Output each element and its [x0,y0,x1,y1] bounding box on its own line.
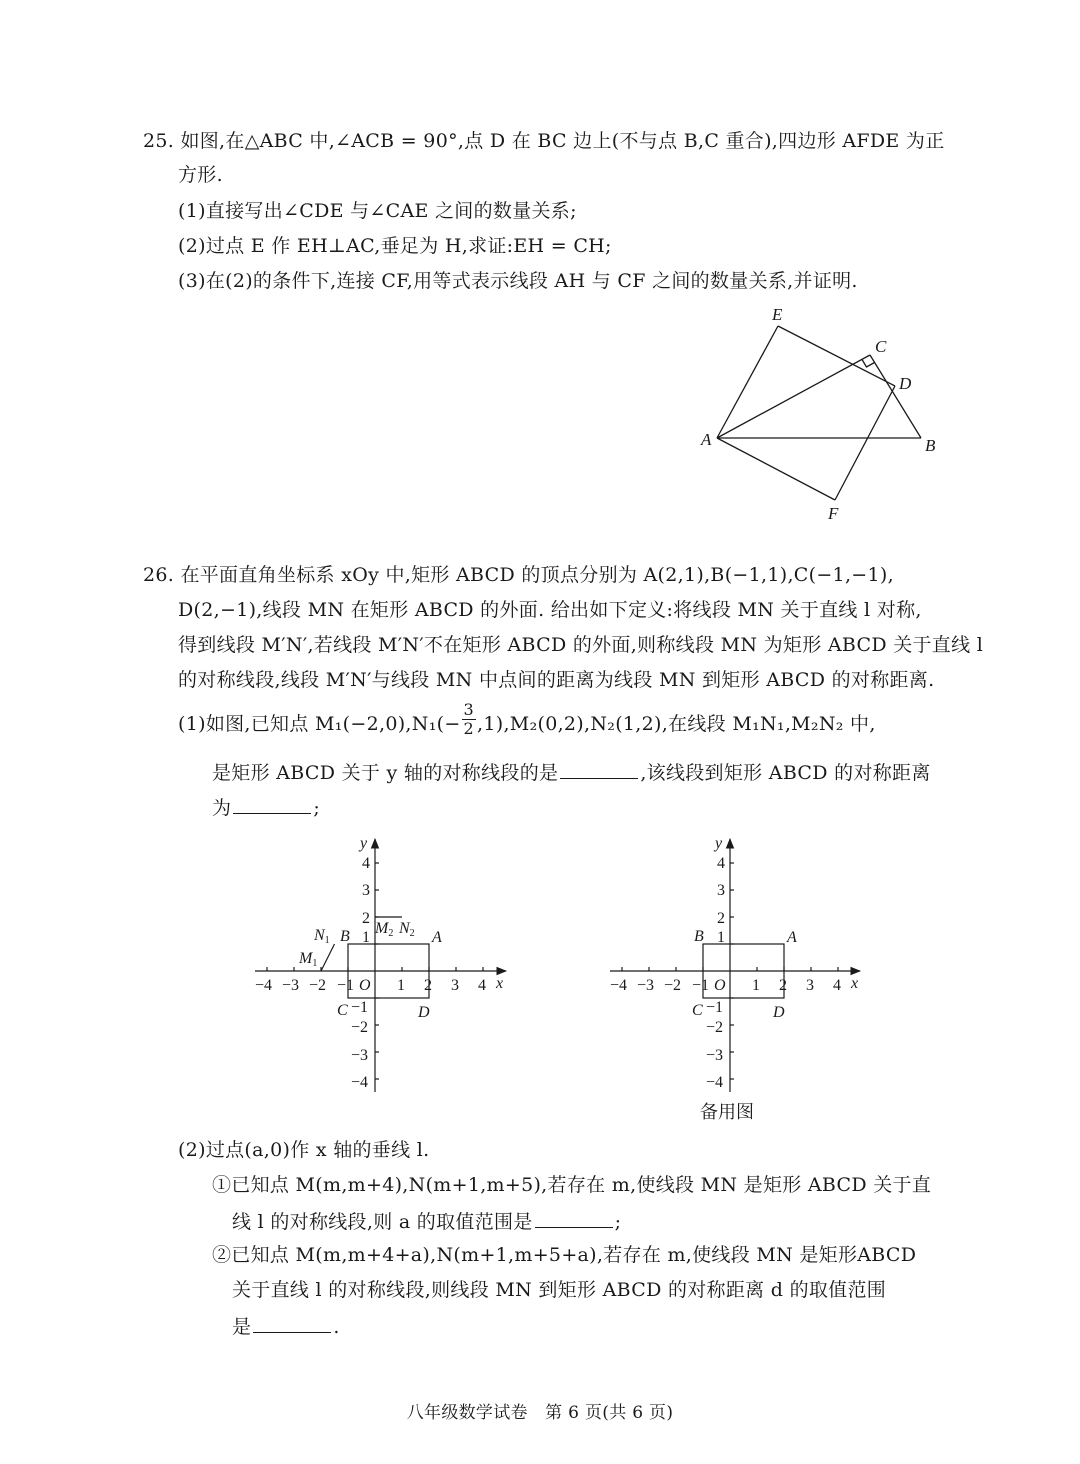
q26-part1-text-b: ,1),M₂(0,2),N₂(1,2),在线段 M₁N₁,M₂N₂ 中, [477,713,876,735]
label-B: B [925,436,936,455]
tick-label: 4 [478,977,486,994]
tick-label: 3 [806,977,814,994]
q26-part2-2-end: . [333,1316,340,1338]
q26-part1-line3 [212,793,320,821]
tick-label: −2 [351,1019,369,1036]
q26-part1-line3-end: ; [313,797,321,819]
x-axis-label: x [496,975,504,992]
answer-blank-2[interactable] [233,793,311,814]
answer-blank-1[interactable] [560,758,638,779]
tick-label: −1 [337,977,355,994]
point-label-N2: N2 [399,920,415,939]
point-label-C: C [692,1002,703,1019]
q25-line2: 方形. [178,164,223,186]
tick-label: −1 [351,999,369,1016]
segment-M1N1 [321,944,335,971]
tick-label: −3 [637,977,655,994]
graph-right [610,839,860,1092]
segment-FA [717,438,835,500]
tick-label: −1 [706,999,724,1016]
tick-label: −2 [706,1019,724,1036]
q25-sub2: (2)过点 E 作 EH⊥AC,垂足为 H,求证:EH = CH; [178,235,612,257]
point-label-B: B [340,928,350,945]
q26-part2-1-end: ; [614,1211,622,1233]
label-F: F [828,504,839,523]
segment-CB [870,355,921,438]
label-A: A [701,430,712,449]
q26-part2-2-line3 [232,1312,340,1340]
q26-line1: 26. 在平面直角坐标系 xOy 中,矩形 ABCD 的顶点分别为 A(2,1),B(−1,1),C(−1,−1), [143,564,894,586]
q26-part2-2-line2: 关于直线 l 的对称线段,则线段 MN 到矩形 ABCD 的对称距离 d 的取值范围 [232,1279,887,1301]
tick-label: −3 [351,1047,369,1064]
segment-ED [778,326,895,386]
q26-part2-head: (2)过点(a,0)作 x 轴的垂线 l. [178,1139,430,1161]
q25-line1: 25. 如图,在△ABC 中,∠ACB = 90°,点 D 在 BC 边上(不与点 B,C 重合),四边形 AFDE 为正 [143,130,945,152]
tick-label: 3 [362,882,370,899]
q26-part2-2-text: 是 [232,1316,252,1338]
right-angle-mark [862,360,875,368]
tick-label: 1 [362,929,370,946]
page-footer: 八年级数学试卷 第 6 页(共 6 页) [406,1403,674,1423]
tick-label: 2 [717,910,725,927]
point-label-B: B [694,928,704,945]
segment-DF [835,386,895,500]
y-ticks [730,863,734,1079]
point-label-D: D [418,1004,430,1021]
origin-label: O [359,977,371,994]
q26-part1-text-a: (1)如图,已知点 M₁(−2,0),N₁(− [178,713,461,735]
tick-label: 3 [717,882,725,899]
q26-line4: 的对称线段,线段 M′N′与线段 MN 中点间的距离为线段 MN 到矩形 ABCD 的对称距离. [178,669,935,691]
tick-label: 1 [397,977,405,994]
q26-part1-line3-text: 为 [212,797,232,819]
x-ticks [622,967,838,971]
segment-AE [717,326,778,438]
tick-label: 1 [752,977,760,994]
q26-part2-1-text: 线 l 的对称线段,则 a 的取值范围是 [232,1211,533,1233]
fraction-three-halves [462,701,476,738]
x-axis-label: x [851,975,859,992]
y-ticks [375,863,379,1079]
point-label-M2: M2 [375,920,394,939]
point-label-A: A [787,929,797,946]
answer-blank-3[interactable] [535,1207,613,1228]
y-axis-label: y [360,835,368,852]
tick-label: 4 [717,855,725,872]
answer-blank-4[interactable] [253,1312,331,1333]
q26-part1-line1 [178,699,876,738]
tick-label: 3 [451,977,459,994]
q26-part2-1-line1: ①已知点 M(m,m+4),N(m+1,m+5),若存在 m,使线段 MN 是矩形 ABCD 关于直 [212,1174,932,1196]
rectangle-ABCD [348,944,429,998]
q25-sub3: (3)在(2)的条件下,连接 CF,用等式表示线段 AH 与 CF 之间的数量关系,并证明. [178,270,858,292]
spare-figure-caption: 备用图 [700,1102,754,1122]
segment-AC [717,355,870,438]
tick-label: −4 [255,977,273,994]
q26-line3: 得到线段 M′N′,若线段 M′N′不在矩形 ABCD 的外面,则称线段 MN 为矩形 ABCD 关于直线 l [178,634,984,656]
origin-label: O [714,977,726,994]
point-label-A: A [432,929,442,946]
tick-label: −2 [309,977,327,994]
tick-label: 2 [424,977,432,994]
tick-label: −2 [664,977,682,994]
point-label-C: C [337,1002,348,1019]
tick-label: −4 [706,1074,724,1091]
tick-label: −4 [351,1074,369,1091]
fraction-denominator: 2 [463,718,475,738]
label-D: D [899,374,912,393]
y-axis-label: y [715,835,723,852]
q26-part1-line2-text-b: ,该线段到矩形 ABCD 的对称距离 [640,762,931,784]
tick-label: 2 [362,910,370,927]
q26-line2: D(2,−1),线段 MN 在矩形 ABCD 的外面. 给出如下定义:将线段 MN 关于直线 l 对称, [178,599,922,621]
point-label-D: D [773,1004,785,1021]
q26-part2-1-line2 [232,1207,621,1235]
graph-left [255,839,506,1092]
label-E: E [772,305,783,324]
x-ticks [267,967,483,971]
q26-part1-line2 [212,758,931,786]
point-label-N1: N1 [314,927,330,946]
q26-part1-line2-text-a: 是矩形 ABCD 关于 y 轴的对称线段的是 [212,762,559,784]
tick-label: −4 [610,977,628,994]
q26-part2-2-line1: ②已知点 M(m,m+4+a),N(m+1,m+5+a),若存在 m,使线段 MN 是矩形ABCD [212,1244,917,1266]
rectangle-ABCD [703,944,784,998]
label-C: C [875,337,887,356]
q25-sub1: (1)直接写出∠CDE 与∠CAE 之间的数量关系; [178,200,577,222]
tick-label: 1 [717,929,725,946]
tick-label: −3 [282,977,300,994]
tick-label: 4 [362,855,370,872]
tick-label: −1 [692,977,710,994]
fraction-numerator: 3 [463,699,475,719]
tick-label: −3 [706,1047,724,1064]
point-label-M1: M1 [299,950,318,969]
tick-label: 2 [779,977,787,994]
tick-label: 4 [833,977,841,994]
